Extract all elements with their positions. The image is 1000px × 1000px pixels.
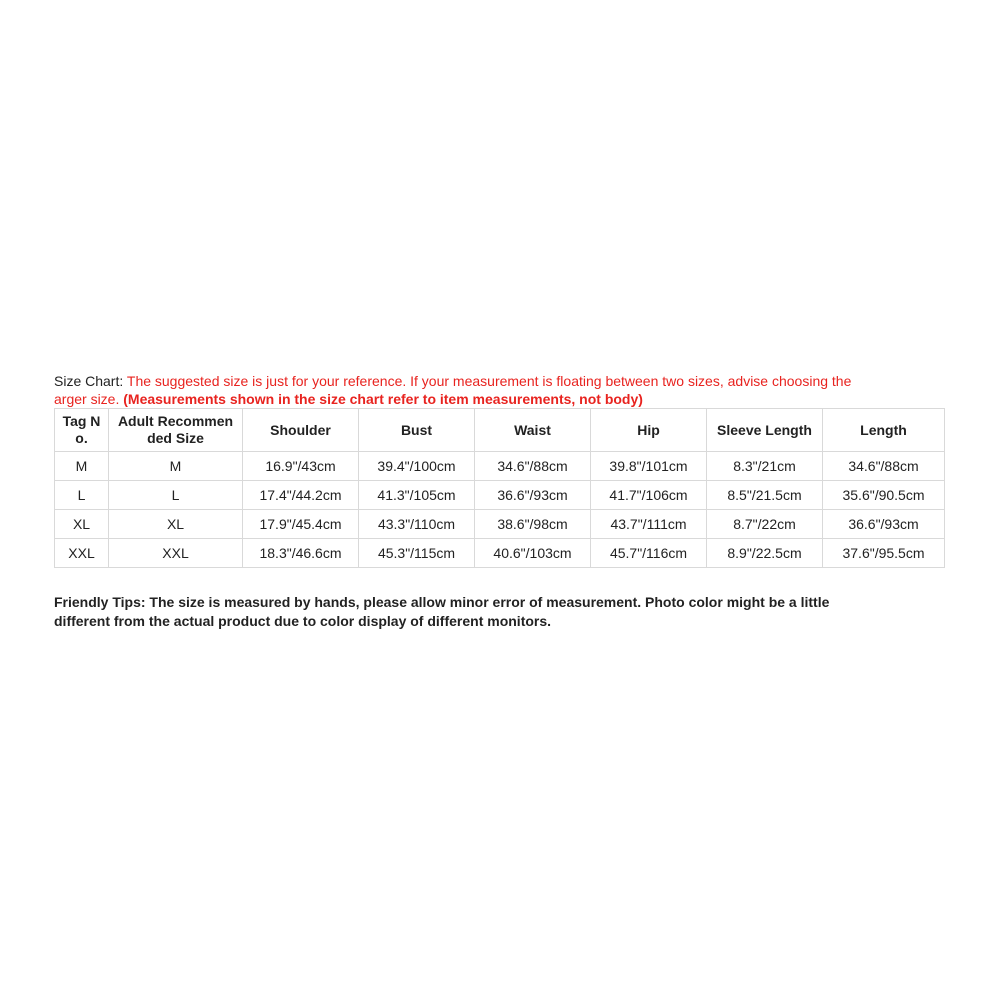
header-adult-recommended-size: Adult Recommen ded Size [109,409,243,452]
cell-recommended-size: XXL [109,539,243,568]
friendly-tips-line-2: different from the actual product due to color display of different monitors. [54,613,552,629]
header-shoulder: Shoulder [243,409,359,452]
header-length: Length [823,409,945,452]
size-chart-intro [54,372,944,408]
cell-sleeve-length: 8.3"/21cm [707,452,823,481]
cell-recommended-size: M [109,452,243,481]
cell-tag-no: XL [55,510,109,539]
friendly-tips [54,593,944,631]
cell-waist: 34.6"/88cm [475,452,591,481]
header-waist: Waist [475,409,591,452]
cell-recommended-size: L [109,481,243,510]
cell-length: 37.6"/95.5cm [823,539,945,568]
intro-line-1 [54,372,944,390]
table-row [55,510,945,539]
cell-length: 35.6"/90.5cm [823,481,945,510]
cell-sleeve-length: 8.7"/22cm [707,510,823,539]
cell-waist: 40.6"/103cm [475,539,591,568]
cell-sleeve-length: 8.9"/22.5cm [707,539,823,568]
cell-shoulder: 17.4"/44.2cm [243,481,359,510]
table-row [55,481,945,510]
header-hip: Hip [591,409,707,452]
friendly-tips-line-1: Friendly Tips: The size is measured by hands, please allow minor error of measurement. Photo color might be a little [54,594,830,610]
cell-shoulder: 18.3"/46.6cm [243,539,359,568]
header-sleeve-length: Sleeve Length [707,409,823,452]
size-chart-label: Size Chart [54,373,120,389]
cell-hip: 45.7"/116cm [591,539,707,568]
header-tag-no: Tag N o. [55,409,109,452]
cell-waist: 38.6"/98cm [475,510,591,539]
size-chart-table [54,408,945,568]
cell-tag-no: XXL [55,539,109,568]
cell-bust: 43.3"/110cm [359,510,475,539]
cell-bust: 39.4"/100cm [359,452,475,481]
cell-hip: 41.7"/106cm [591,481,707,510]
cell-waist: 36.6"/93cm [475,481,591,510]
cell-hip: 43.7"/111cm [591,510,707,539]
cell-length: 36.6"/93cm [823,510,945,539]
size-chart-colon: : [119,373,124,389]
measurement-disclaimer: (Measurements shown in the size chart refer to item measurements, not body) [119,391,643,407]
cell-bust: 45.3"/115cm [359,539,475,568]
cell-tag-no: L [55,481,109,510]
cell-recommended-size: XL [109,510,243,539]
cell-bust: 41.3"/105cm [359,481,475,510]
size-chart-note-continued: arger size. [54,391,120,407]
intro-line-2 [54,390,944,408]
header-bust: Bust [359,409,475,452]
cell-tag-no: M [55,452,109,481]
cell-shoulder: 16.9"/43cm [243,452,359,481]
table-row [55,452,945,481]
cell-shoulder: 17.9"/45.4cm [243,510,359,539]
cell-sleeve-length: 8.5"/21.5cm [707,481,823,510]
cell-length: 34.6"/88cm [823,452,945,481]
table-header-row [55,409,945,452]
size-chart-note: The suggested size is just for your reference. If your measurement is floating between two sizes, advise choosing the [123,373,852,389]
table-row [55,539,945,568]
cell-hip: 39.8"/101cm [591,452,707,481]
